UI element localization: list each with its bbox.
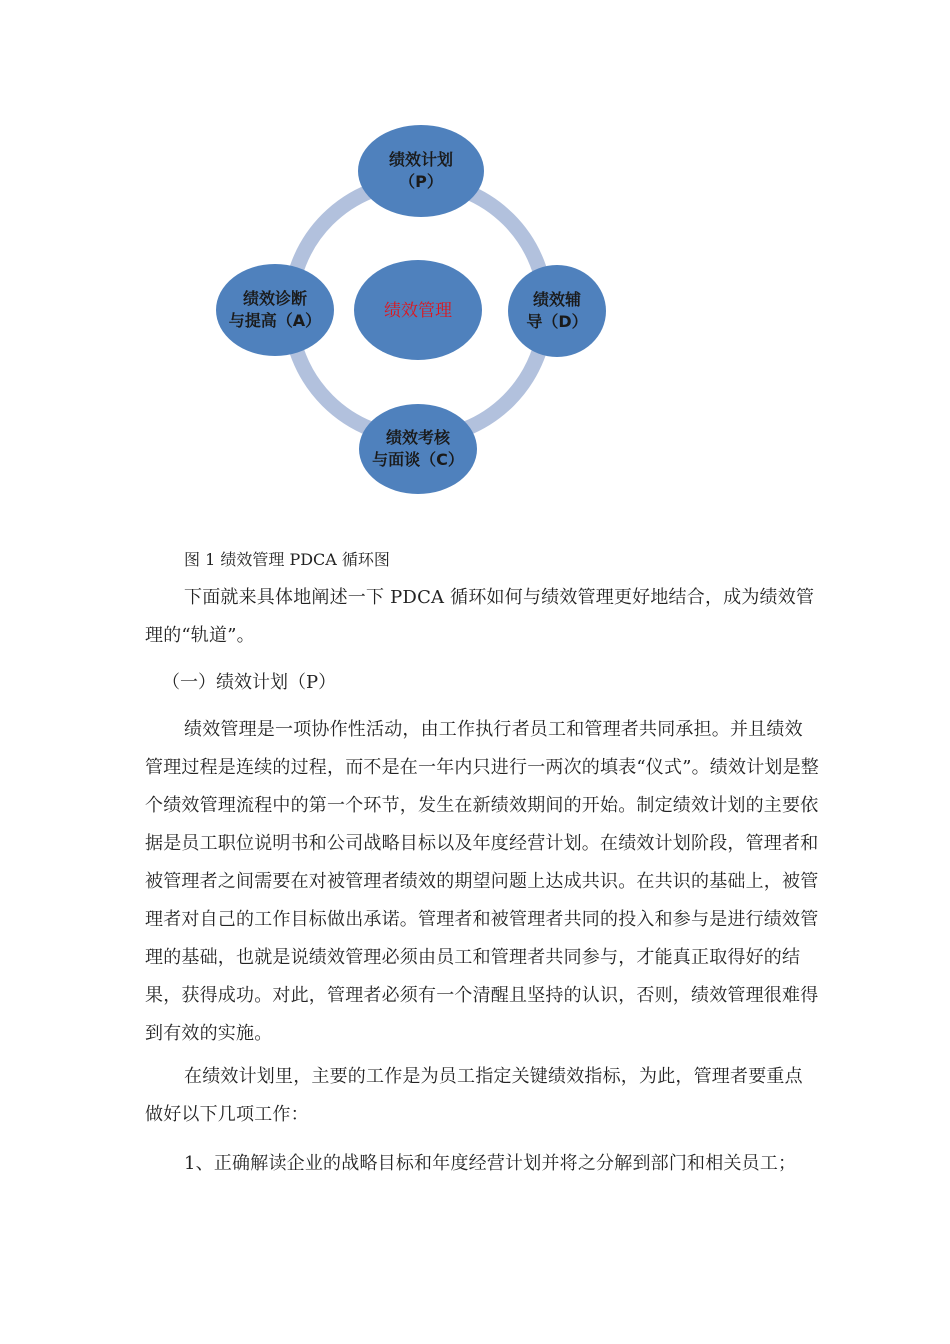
node-check — [359, 404, 477, 494]
node-plan-line1: 绩效计划 — [388, 150, 454, 169]
intro-paragraph: 下面就来具体地阐述一下 PDCA 循环如何与绩效管理更好地结合，成为绩效管理的“轨道”。 — [145, 587, 815, 646]
paragraph-1: 绩效管理是一项协作性活动，由工作执行者员工和管理者共同承担。并且绩效管理过程是连续的过程，而不是在一年内只进行一两次的填表“仪式”。绩效计划是整个绩效管理流程中的第一个环节，发生在新绩效期间的开始。制定绩效计划的主要依据是员工职位说明书和公司战略目标以及年度经营计划。在绩效计划阶段，管理者和被管理者之间需要在对被管理者绩效的期望问题上达成共识。在共识的基础上，被管理者对自己的工作目标做出承诺。管理者和被管理者共同的投入和参与是进行绩效管理的基础，也就是说绩效管理必须由员工和管理者共同参与，才能真正取得好的结果，获得成功。对此，管理者必须有一个清醒且坚持的认识，否则，绩效管理很难得到有效的实施。 — [145, 719, 820, 1044]
node-check-line2: 与面谈（C） — [372, 450, 464, 469]
center-node-label: 绩效管理 — [384, 301, 452, 321]
node-plan-line2: （P） — [399, 172, 443, 191]
node-do — [508, 265, 606, 357]
node-act-line1: 绩效诊断 — [242, 289, 308, 308]
node-act — [216, 264, 334, 356]
center-node — [354, 260, 482, 360]
node-do-line2: 导（D） — [526, 312, 588, 331]
figure-caption: 图 1 绩效管理 PDCA 循环图 — [184, 550, 390, 569]
node-plan — [358, 125, 484, 217]
list-item-1: 1、正确解读企业的战略目标和年度经营计划并将之分解到部门和相关员工； — [184, 1153, 797, 1174]
node-do-line1: 绩效辅 — [532, 290, 582, 309]
section-heading: （一）绩效计划（P） — [162, 672, 337, 693]
node-act-line2: 与提高（A） — [228, 311, 322, 330]
pdca-cycle-diagram — [210, 118, 620, 503]
node-check-line1: 绩效考核 — [385, 428, 451, 447]
paragraph-2: 在绩效计划里，主要的工作是为员工指定关键绩效指标，为此，管理者要重点做好以下几项工作： — [145, 1066, 803, 1125]
